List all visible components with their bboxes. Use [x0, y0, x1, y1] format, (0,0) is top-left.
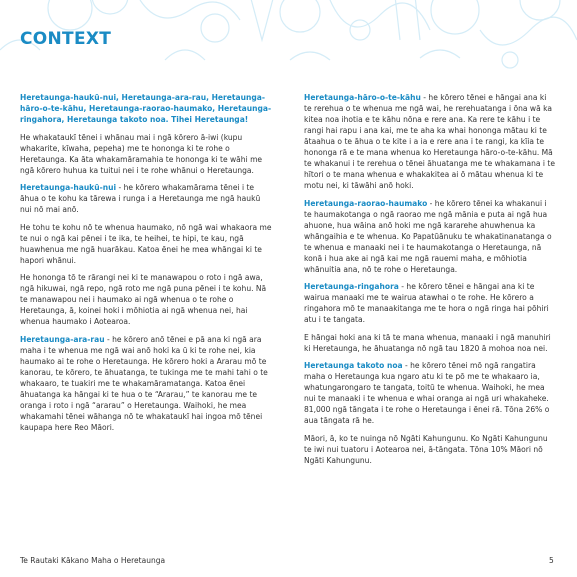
term-description: - he kōrero whakamārama tēnei i te āhua o te kohu ka tārewa i runga i a Heretaunga me ngā haukū nui nō mai anō. — [20, 183, 261, 215]
paragraph — [304, 281, 556, 325]
term-description: - he kōrero anō tēnei e pā ana ki ngā ara maha i te whenua me ngā wai anō hoki ka ū ki te rohe nei, kia haumako ai te rohe o Heretaunga. He kōrero hoki a Ararau mō te kanorau, te kōrero, te āhuatanga, te tukinga me te mahi tahi o te whakaaro, te tuakiri me te whakamāramatanga. Katoa ēnei āhuatanga ka hāngai ki te hua o te “Ararau,” te kanorau me te oranga i roto i ngā “ararau” o Heretaunga. Waihoki, he mea whakamahi tēnei wāhanga nō te whakataukī hai ingoa mō tēnei kaupapa here Reo Māori. — [20, 334, 268, 432]
paragraph — [304, 92, 556, 191]
footer-doc-title: Te Rautaki Kākano Maha o Heretaunga — [20, 556, 166, 565]
paragraph — [304, 360, 556, 426]
right-column — [304, 92, 556, 473]
paragraph: He tohu te kohu nō te whenua haumako, nō ngā wai whakaora me te nui o ngā kai pēnei i te ika, te heihei, te hipi, te kau, ngā huawhenua me ngā huarākau. Katoa ēnei he mea whāngai ki te hapori whānui. — [20, 222, 272, 265]
paragraph — [304, 198, 556, 275]
paragraph: He whakataukī tēnei i whānau mai i ngā kōrero ā-iwi (kupu whakarite, kīwaha, pepeha) me te hononga ki te rohe o Heretaunga. Ka āta whakamāramahia te hononga ki te wāhi me ngā kōrero huhua ka tuitui nei i te rohe whānui o Heretaunga. — [20, 132, 263, 175]
term-description: - he kōrero tēnei e hāngai ana ki te wairua manaaki me te wairua atawhai o te rohe. He kōrero a ringahora mō te manaakitanga me te hora o ngā ringa hai pōhiri atu i te tangata. — [304, 282, 549, 325]
paragraph: E hāngai hoki ana ki tā te mana whenua, manaaki i ngā manuhiri ki Heretaunga, he āhuatanga nō ngā tau 1820 ā mohoa noa nei. — [304, 332, 551, 353]
paragraph — [20, 182, 272, 215]
term-description: - he kōrero tēnei mō ngā rangatira maha o Heretaunga kua ngaro atu ki te pō me te whakaaro ia, whatungarongaro te tangata, toitū te whenua. Waihoki, he mea nui te manaaki i te whenua e whai oranga ai ngā uri whakaheke. 81,000 ngā tāngata i te rohe o Heretaunga i ēnei rā. Tōna 26% o aua tāngata rā he. — [304, 361, 550, 426]
term-description: - he kōrero tēnei ka whakanui i te haumakotanga o ngā raorao me ngā mānia e puta ai ngā hua ahuone, hua wāina anō hoki me ngā kararehe ahuwhenua ka whāngaihia e te whenua. Ko Papatūānuku te whakatinanatanga o te whenua e manaaki nei i te haumakotanga o Heretaunga, nā konā i hua ake ai ngā kai me ngā rauemi maha, e mōhiotia whānuitia ana, nō te rohe o Heretaunga. — [304, 198, 552, 274]
intro-proverb: Heretaunga-haukū-nui, Heretaunga-ara-rau, Heretaunga-hāro-o-te-kāhu, Heretaunga-raorao-haumako, Heretaunga-ringahora, Heretaunga takoto noa. Tihei Heretaunga! — [20, 93, 272, 124]
term-heading: Heretaunga-haukū-nui — [20, 183, 117, 193]
term-heading: Heretaunga-raorao-haumako — [304, 198, 428, 208]
term-heading: Heretaunga-hāro-o-te-kāhu — [304, 93, 421, 102]
term-description: - he kōrero tēnei e hāngai ana ki te rerehua o te whenua me ngā wai, he rerehuatanga i ōna wā ka kitea noa ihotia e te kāhu nōna e rere ana. Ka rere te kāhu i te rangi hai rapu i ana kai, me te aha ka whai hononga mātau ki te ātaahua o te āhua o te kite i a ia e rere ana i te rangi, ka kīia te hononga rā e te mana whenua ko Heretaunga hāro-o-te-kāhu. Mā te whakanui i te rerehua o tēnei āhuatanga me te whakamana i te hītori o te mana whenua e whakakitea ai ō mātau whenua ki te motu nei, ki tāwāhi anō hoki. — [304, 93, 556, 190]
page-title: CONTEXT — [20, 29, 112, 49]
term-heading: Heretaunga takoto noa — [304, 361, 403, 371]
paragraph: He hononga tō te rārangi nei ki te manawapou o roto i ngā awa, ngā hikuwai, ngā repo, ngā roto me ngā puna pēnei i te kohu. Nā te manawapou nei i haumako ai ngā whenua o te rohe o Heretaunga, ā, koinei hoki i mōhiotia ai ngā whenua nei, hai whenua haumako i Aotearoa. — [20, 273, 267, 327]
paragraph — [20, 334, 272, 433]
term-heading: Heretaunga-ringahora — [304, 282, 399, 292]
term-heading: Heretaunga-ara-rau — [20, 334, 105, 344]
paragraph: Māori, ā, ko te nuinga nō Ngāti Kahungunu. Ko Ngāti Kahungunu te iwi nui tuatoru i Aotearoa nei, ā-tāngata. Tōna 10% Māori nō Ngāti Kahungunu. — [304, 433, 548, 465]
left-column — [20, 92, 272, 440]
page-number: 5 — [549, 556, 554, 565]
